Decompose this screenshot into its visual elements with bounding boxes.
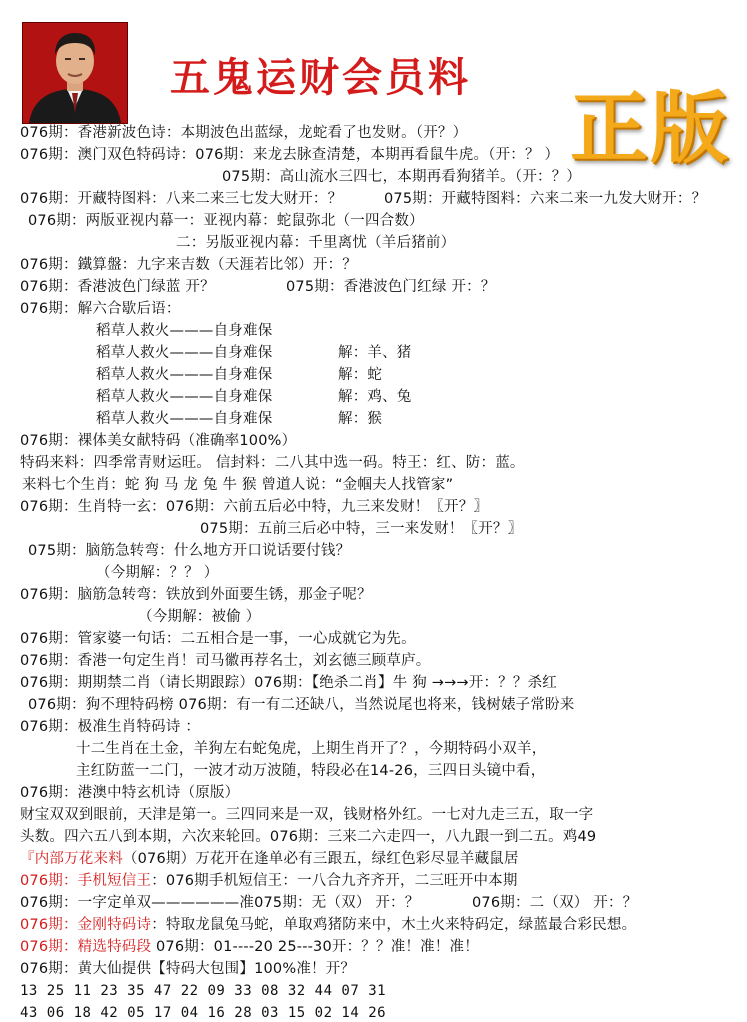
text-line: 来料七个生肖：蛇 狗 马 龙 兔 牛 猴 曾道人说：“金帼夫人找管家” — [22, 477, 454, 493]
text-line: 二：另版亚视内幕：千里离忧（羊后猪前） — [176, 235, 456, 251]
text-line: 076期：脑筋急转弯：铁放到外面要生锈，那金子呢？ — [20, 587, 372, 603]
text-line: 076期：香港新波色诗：本期波色出蓝绿，龙蛇看了也发财。（开？） — [20, 125, 468, 141]
text-line: 解：羊、猪 — [338, 345, 412, 361]
text-line: 稻草人救火———自身难保 — [96, 389, 273, 405]
text-line: 076期：期期禁二肖（请长期跟踪）076期：【绝杀二肖】牛 狗 →→→开：？？杀红 — [20, 675, 557, 691]
text-line: 075期：香港波色门红绿 开：？ — [286, 279, 496, 295]
text-line: 财宝双双到眼前，天津是第一。三四同来是一双，钱财格外红。一七对九走三五，取一字 — [20, 807, 594, 823]
text-line: 076期：手机短信王：076期手机短信王：一八合九齐齐开，二三旺开中本期 — [20, 873, 518, 889]
text-line: 075期：五前三后必中特，三一来发财！〖开？〗 — [200, 521, 523, 537]
text-line: 075期：脑筋急转弯：什么地方开口说话要付钱？ — [28, 543, 351, 559]
text-line: 075期：高山流水三四七，本期再看狗猪羊。（开：？） — [222, 169, 582, 185]
text-line: 076期：解六合歇后语： — [20, 301, 181, 317]
text-line: 十二生肖在土金，羊狗左右蛇兔虎，上期生肖开了？，今期特码小双羊， — [76, 741, 547, 757]
text-line: 076期：鐵算盤：九字来吉数（天涯若比邻）开：？ — [20, 257, 357, 273]
text-line: 特码来料：四季常青财运旺。 信封料：二八其中选一码。特王：红、防：蓝。 — [20, 455, 525, 471]
text-line: 稻草人救火———自身难保 — [96, 411, 273, 427]
text-line: 076期：两版亚视内幕一：亚视内幕：蛇鼠弥北（一四合数） — [28, 213, 424, 229]
text-line: 解：蛇 — [338, 367, 383, 383]
text-line: 076期：香港一句定生肖！司马徽再荐名士，刘玄德三顾草庐。 — [20, 653, 431, 669]
portrait-icon — [23, 23, 127, 123]
text-line: 076期：港澳中特玄机诗（原版） — [20, 785, 240, 801]
text-line: 076期：开藏特图料：八来二来三七发大财开：？ — [20, 191, 343, 207]
text-line: 稻草人救火———自身难保 — [96, 367, 273, 383]
authentic-stamp: 正版 — [570, 84, 731, 174]
text-line: 076期：裸体美女献特码（准确率100%） — [20, 433, 297, 449]
text-line: 076期：极准生肖特码诗 ： — [20, 719, 201, 735]
text-line: 076期：生肖特一玄：076期：六前五后必中特，九三来发财！〖开？〗 — [20, 499, 489, 515]
text-line: 076期：澳门双色特码诗：076期：来龙去脉查清楚，本期再看鼠牛虎。（开：？ ） — [20, 147, 560, 163]
text-line: （今期解：被偷 ） — [138, 609, 261, 625]
portrait-photo — [22, 22, 128, 124]
text-line: 解：猴 — [338, 411, 383, 427]
text-line: 13 25 11 23 35 47 22 09 33 08 32 44 07 31 — [20, 983, 387, 999]
text-line: 076期：二（双） 开：？ — [472, 895, 638, 911]
page-title: 五鬼运财会员料 — [170, 54, 471, 101]
text-line: 076期：管家婆一句话：二五相合是一事，一心成就它为先。 — [20, 631, 416, 647]
text-line: 076期：金刚特码诗：特取龙鼠兔马蛇，单取鸡猪防来中，木土火来特码定，绿蓝最合彩民想。 — [20, 917, 637, 933]
text-line: 075期：开藏特图料：六来二来一九发大财开：？ — [384, 191, 707, 207]
text-line: 076期：精选特码段 076期：01----20 25---30开：？？准！准！准！ — [20, 939, 479, 955]
text-line: 解：鸡、兔 — [338, 389, 412, 405]
text-line: 076期：狗不理特码榜 076期：有一有二还缺八，当然说尾也将来，钱树婊子常盼来 — [28, 697, 575, 713]
text-line: 076期：黄大仙提供【特码大包围】100%准！开？ — [20, 961, 356, 977]
text-line: 稻草人救火———自身难保 — [96, 323, 273, 339]
text-line: 076期：一字定单双——————准075期：无（双） 开：？ — [20, 895, 420, 911]
text-line: 『内部万花来料（076期）万花开在逢单必有三跟五，绿红色彩尽显羊藏鼠居 — [20, 851, 519, 867]
text-line: （今期解：？？ ） — [96, 565, 219, 581]
text-line: 076期：香港波色门绿蓝 开？ — [20, 279, 215, 295]
text-line: 稻草人救火———自身难保 — [96, 345, 273, 361]
text-line: 43 06 18 42 05 17 04 16 28 03 15 02 14 26 — [20, 1005, 387, 1021]
text-line: 头数。四六五八到本期，六次来轮回。076期：三来二六走四一，八九跟一到二五。鸡49 — [20, 829, 597, 845]
text-line: 主红防蓝一二门，一波才动万波随，特段必在14-26，三四日头镜中看， — [76, 763, 546, 779]
